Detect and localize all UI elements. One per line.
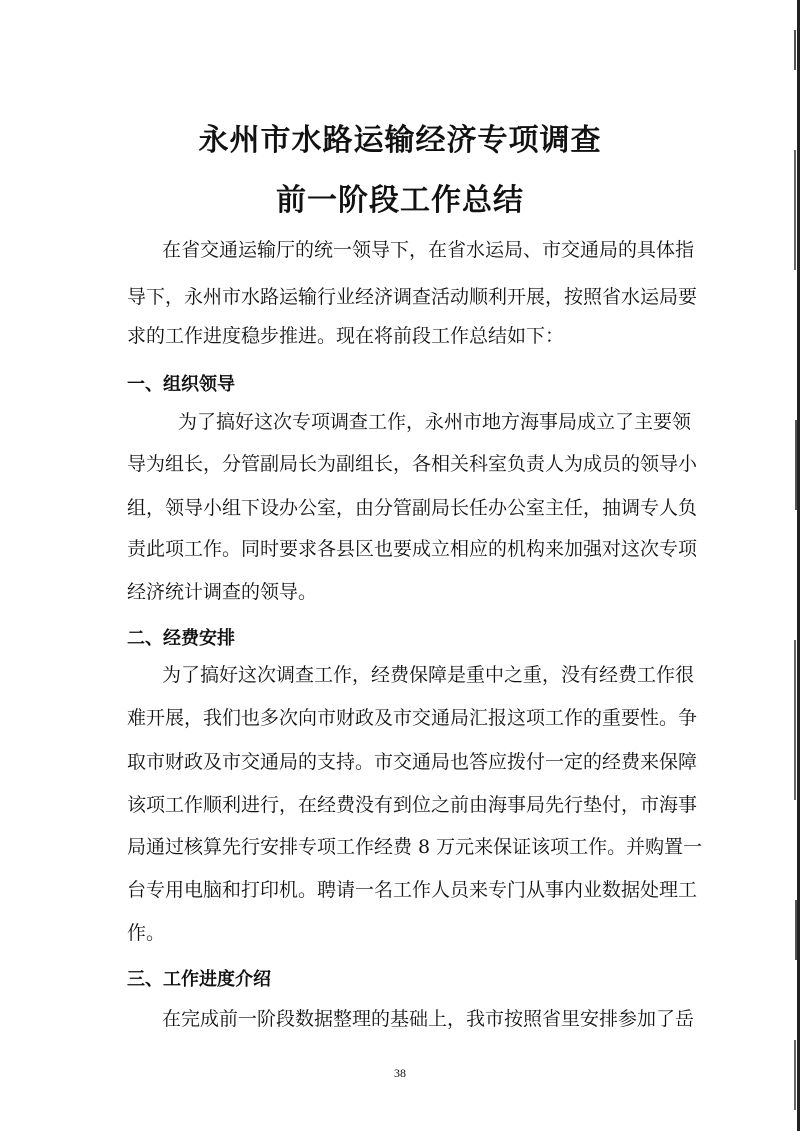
paragraph-line: 台专用电脑和打印机。聘请一名工作人员来专门从事内业数据处理工 xyxy=(127,879,698,901)
paragraph-line: 组，领导小组下设办公室，由分管副局长任办公室主任，抽调专人负 xyxy=(127,497,698,519)
intro-line: 在省交通运输厅的统一领导下，在省水运局、市交通局的具体指 xyxy=(162,239,695,261)
paragraph-line: 导为组长，分管副局长为副组长，各相关科室负责人为成员的领导小 xyxy=(127,453,698,475)
scan-edge-shadow xyxy=(786,0,800,1131)
section-heading-organization: 一、组织领导 xyxy=(127,374,235,395)
paragraph-line: 为了搞好这次专项调查工作，永州市地方海事局成立了主要领 xyxy=(178,411,692,433)
paragraph-line: 为了搞好这次调查工作，经费保障是重中之重，没有经费工作很 xyxy=(162,664,695,686)
paragraph-line: 在完成前一阶段数据整理的基础上，我市按照省里安排参加了岳 xyxy=(162,1008,695,1030)
paragraph-line: 局通过核算先行安排专项工作经费 8 万元来保证该项工作。并购置一 xyxy=(127,836,703,858)
paragraph-line: 难开展，我们也多次向市财政及市交通局汇报这项工作的重要性。争 xyxy=(127,707,698,729)
paragraph-line: 取市财政及市交通局的支持。市交通局也答应拨付一定的经费来保障 xyxy=(127,751,698,773)
document-subtitle: 前一阶段工作总结 xyxy=(276,183,524,218)
section-heading-progress: 三、工作进度介绍 xyxy=(127,969,271,990)
section-heading-funding: 二、经费安排 xyxy=(127,628,235,649)
paragraph-line: 经济统计调查的领导。 xyxy=(127,581,318,603)
paragraph-line: 作。 xyxy=(127,922,166,944)
intro-line: 导下，永州市水路运输行业经济调查活动顺利开展，按照省水运局要 xyxy=(127,286,698,308)
paragraph-line: 责此项工作。同时要求各县区也要成立相应的机构来加强对这次专项 xyxy=(127,538,698,560)
page-number: 38 xyxy=(394,1066,406,1080)
document-title: 永州市水路运输经济专项调查 xyxy=(198,123,602,158)
paragraph-line: 该项工作顺利进行，在经费没有到位之前由海事局先行垫付，市海事 xyxy=(127,794,698,816)
intro-line: 求的工作进度稳步推进。现在将前段工作总结如下： xyxy=(127,325,565,347)
